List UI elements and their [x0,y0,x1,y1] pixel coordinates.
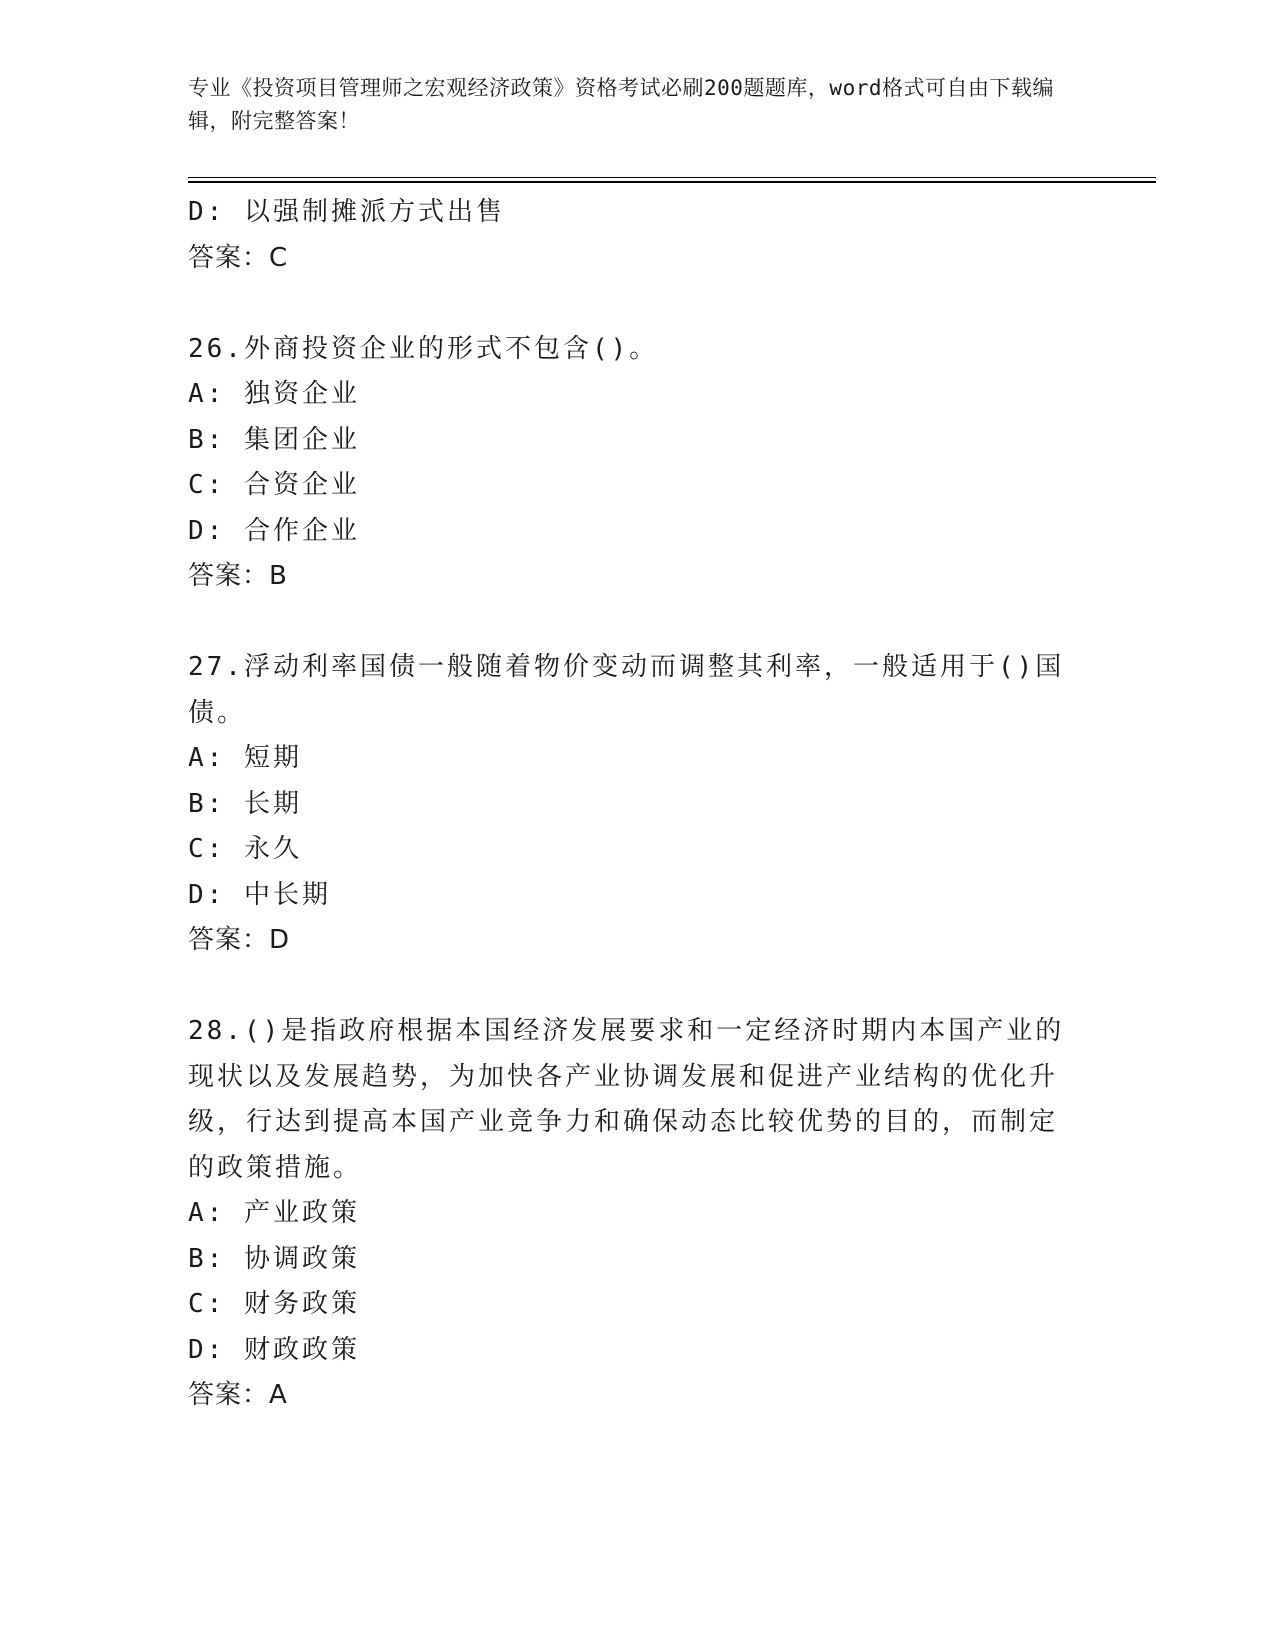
option-a: A: 短期 [188,743,302,773]
header-divider-thin [188,177,1156,178]
option-c: C: 合资企业 [188,470,360,500]
spacer [188,600,1088,646]
answer-line: 答案：B [188,561,288,591]
option-c: C: 永久 [188,834,302,864]
option-b: B: 协调政策 [188,1243,360,1274]
option-a: A: 产业政策 [188,1198,360,1228]
spacer [188,281,1088,327]
option-a: A: 独资企业 [188,379,360,409]
option-d: D: 合作企业 [188,515,360,546]
question-block-25-tail [188,190,1088,281]
option-b: B: 长期 [188,788,302,819]
spacer [188,964,1088,1010]
question-text: 28.()是指政府根据本国经济发展要求和一定经济时期内本国产业的现状以及发展趋势，为加快各产业协调发展和促进产业结构的优化升级，行达到提高本国产业竞争力和确保动态比较优势的目的，而制定的政策措施。 [188,1016,1065,1183]
answer-line: 答案：D [188,925,291,955]
question-block-27 [188,645,1088,964]
question-text: 27.浮动利率国债一般随着物价变动而调整其利率，一般适用于()国债。 [188,652,1065,728]
question-list [188,190,1088,1419]
option-b: B: 集团企业 [188,424,360,455]
answer-line: 答案：A [188,1380,288,1410]
option-d: D: 以强制摊派方式出售 [188,197,505,227]
option-d: D: 财政政策 [188,1334,360,1365]
header-divider-thick [188,181,1156,183]
question-text: 26.外商投资企业的形式不包含()。 [188,333,659,364]
question-block-26 [188,327,1088,600]
answer-line: 答案：C [188,242,289,273]
option-d: D: 中长期 [188,879,331,910]
option-c: C: 财务政策 [188,1289,360,1319]
document-header: 专业《投资项目管理师之宏观经济政策》资格考试必刷200题题库，word格式可自由下载编辑，附完整答案！ [188,76,1054,133]
question-block-28 [188,1009,1088,1419]
